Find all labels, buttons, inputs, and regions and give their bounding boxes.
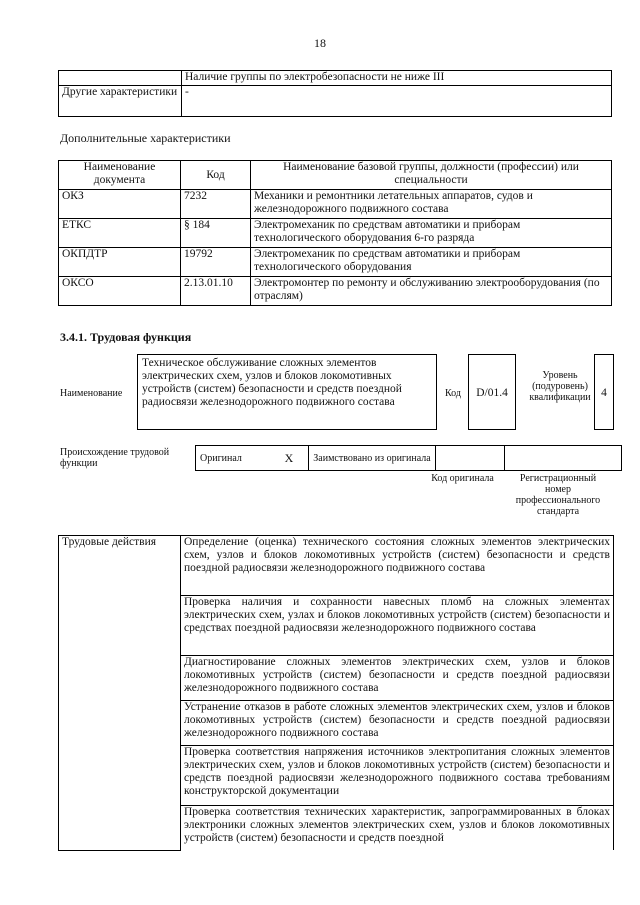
table-cell: - bbox=[182, 86, 612, 117]
table-row bbox=[59, 190, 612, 219]
table-cell: 19792 bbox=[181, 248, 251, 277]
table-cell: § 184 bbox=[181, 219, 251, 248]
table-cell: ОКЗ bbox=[59, 190, 181, 219]
table-cell: 2.13.01.10 bbox=[181, 277, 251, 306]
table-row bbox=[59, 277, 612, 306]
original-code-label: Код оригинала bbox=[431, 473, 494, 484]
table-cell: Электромонтер по ремонту и обслуживанию электрооборудования (по отраслям) bbox=[251, 277, 612, 306]
table-row bbox=[59, 86, 612, 117]
table-cell: ОКПДТР bbox=[59, 248, 181, 277]
list-item: Определение (оценка) технического состояния сложных элементов электрических схем, узлов и блоков локомотивных устройств (систем) безопасности и средств поездной радиосвязи железнодорожного подвижного состава bbox=[181, 536, 614, 596]
table-cell: ЕТКС bbox=[59, 219, 181, 248]
list-item: Проверка соответствия напряжения источников электропитания сложных элементов электрических схем, узлов и блоков локомотивных устройств (систем) безопасности и средств поездной радиосвязи железнодорожного подвижного состава требованиям конструкторской документации bbox=[181, 746, 614, 806]
table-row bbox=[59, 536, 614, 596]
registration-number-label: Регистрационный номер профессионального стандарта bbox=[515, 473, 601, 517]
table-cell: Электромеханик по средствам автоматики и приборам технологического оборудования 6-го разряда bbox=[251, 219, 612, 248]
qualification-level-box: 4 bbox=[594, 354, 614, 430]
header-cell: Код bbox=[181, 161, 251, 190]
code-label: Код bbox=[445, 388, 461, 399]
original-label: Оригинал bbox=[196, 446, 271, 471]
table-cell: Наличие группы по электробезопасности не ниже III bbox=[182, 71, 612, 86]
additional-characteristics-table bbox=[58, 160, 612, 306]
function-code-box: D/01.4 bbox=[468, 354, 516, 430]
header-cell: Наименование документа bbox=[59, 161, 181, 190]
labor-function-title: 3.4.1. Трудовая функция bbox=[60, 330, 192, 344]
table-row bbox=[59, 71, 612, 86]
section-title: Дополнительные характеристики bbox=[60, 131, 231, 145]
registration-number-cell bbox=[505, 446, 622, 471]
original-mark: X bbox=[270, 446, 309, 471]
table-cell: Другие характеристики bbox=[59, 86, 182, 117]
qualification-requirements-table bbox=[58, 70, 612, 117]
labor-actions-table bbox=[58, 535, 614, 851]
original-code-cell bbox=[436, 446, 505, 471]
table-cell: ОКСО bbox=[59, 277, 181, 306]
page-number: 18 bbox=[314, 36, 326, 50]
list-item: Устранение отказов в работе сложных элементов электрических схем, узлов и блоков локомотивных устройств (систем) безопасности и средств поездной радиосвязи железнодорожного подвижного состава bbox=[181, 701, 614, 746]
list-item: Проверка соответствия технических характеристик, запрограммированных в блоках электроники сложных элементов электрических схем, узлов и блоков локомотивных устройств (систем) безопасности и средств поездной bbox=[181, 806, 614, 851]
qualification-level-label: Уровень (подуровень) квалификации bbox=[529, 370, 591, 403]
origin-table bbox=[195, 445, 622, 471]
table-row bbox=[196, 446, 622, 471]
borrowed-label: Заимствовано из оригинала bbox=[309, 446, 436, 471]
labor-actions-label: Трудовые действия bbox=[59, 536, 181, 851]
function-name-box: Техническое обслуживание сложных элементов электрических схем, узлов и блоков локомотивных устройств (систем) безопасности и средств поездной радиосвязи железнодорожного подвижного состава bbox=[137, 354, 437, 430]
list-item: Диагностирование сложных элементов электрических схем, узлов и блоков локомотивных устройств (систем) безопасности и средств поездной радиосвязи железнодорожного подвижного состава bbox=[181, 656, 614, 701]
table-row bbox=[59, 248, 612, 277]
header-cell: Наименование базовой группы, должности (профессии) или специальности bbox=[251, 161, 612, 190]
origin-label: Происхождение трудовой функции bbox=[60, 447, 170, 469]
list-item: Проверка наличия и сохранности навесных пломб на сложных элементах электрических схем, узлах и блоков локомотивных устройств (систем) безопасности и средствах поездной радиосвязи железнодорожного подвижного состава bbox=[181, 596, 614, 656]
name-label: Наименование bbox=[60, 388, 123, 399]
table-cell: Механики и ремонтники летательных аппаратов, судов и железнодорожного подвижного состава bbox=[251, 190, 612, 219]
table-row bbox=[59, 219, 612, 248]
table-cell: 7232 bbox=[181, 190, 251, 219]
table-cell: Электромеханик по средствам автоматики и приборам технологического оборудования bbox=[251, 248, 612, 277]
table-header-row bbox=[59, 161, 612, 190]
